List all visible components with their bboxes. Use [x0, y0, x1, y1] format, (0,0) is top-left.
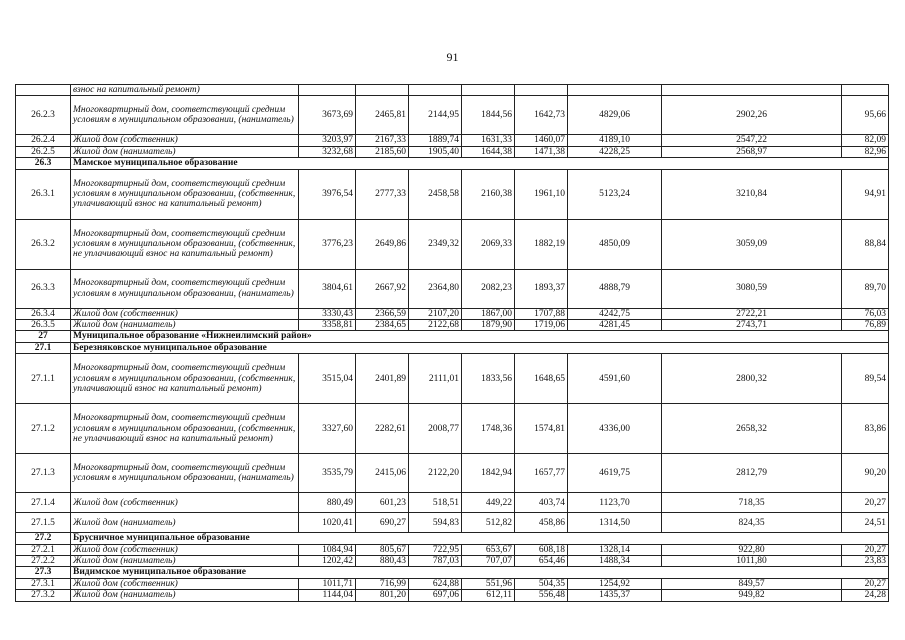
value-cell: 2082,23 — [462, 269, 515, 308]
value-cell: 4591,60 — [568, 354, 662, 404]
row-description: Многоквартирный дом, соответствующий средним условиям в муниципальном образовании, (собственник, не уплачивающий взнос на капитальный ремонт) — [71, 404, 299, 454]
value-cell: 2743,71 — [662, 320, 842, 331]
table-row — [16, 590, 889, 601]
row-code: 27.3.1 — [16, 578, 71, 589]
value-cell: 2349,32 — [409, 219, 462, 269]
value-cell: 1471,38 — [515, 146, 568, 157]
value-cell: 90,20 — [842, 454, 889, 493]
value-cell: 2366,59 — [356, 308, 409, 319]
value-cell: 3330,43 — [299, 308, 356, 319]
value-cell — [462, 85, 515, 96]
row-description: Многоквартирный дом, соответствующий средним условиям в муниципальном образовании, (собственник, уплачивающий взнос на капитальный ремонт) — [71, 354, 299, 404]
value-cell: 2160,38 — [462, 169, 515, 219]
value-cell: 2722,21 — [662, 308, 842, 319]
row-code: 27.1.3 — [16, 454, 71, 493]
value-cell: 3535,79 — [299, 454, 356, 493]
table-row — [16, 146, 889, 157]
section-header-row — [16, 342, 889, 353]
row-description: Жилой дом (собственник) — [71, 578, 299, 589]
row-description: Жилой дом (собственник) — [71, 544, 299, 555]
value-cell: 1867,00 — [462, 308, 515, 319]
value-cell: 76,89 — [842, 320, 889, 331]
row-code: 26.3.3 — [16, 269, 71, 308]
page-number: 91 — [446, 50, 459, 64]
table-row — [16, 320, 889, 331]
value-cell: 512,82 — [462, 513, 515, 533]
row-code: 26.2.4 — [16, 135, 71, 146]
value-cell: 4850,09 — [568, 219, 662, 269]
value-cell: 612,11 — [462, 590, 515, 601]
table-row — [16, 96, 889, 135]
value-cell: 2415,06 — [356, 454, 409, 493]
row-description: Многоквартирный дом, соответствующий средним условиям в муниципальном образовании, (наниматель) — [71, 269, 299, 308]
value-cell: 556,48 — [515, 590, 568, 601]
row-code: 26.3.5 — [16, 320, 71, 331]
value-cell: 2069,33 — [462, 219, 515, 269]
value-cell: 94,91 — [842, 169, 889, 219]
value-cell: 1020,41 — [299, 513, 356, 533]
value-cell: 4228,25 — [568, 146, 662, 157]
row-description: Жилой дом (собственник) — [71, 308, 299, 319]
value-cell: 2777,33 — [356, 169, 409, 219]
value-cell: 551,96 — [462, 578, 515, 589]
row-code: 26.3.4 — [16, 308, 71, 319]
value-cell: 82,96 — [842, 146, 889, 157]
value-cell: 1905,40 — [409, 146, 462, 157]
value-cell: 2568,97 — [662, 146, 842, 157]
value-cell: 3203,97 — [299, 135, 356, 146]
value-cell: 1642,73 — [515, 96, 568, 135]
value-cell: 24,51 — [842, 513, 889, 533]
value-cell: 449,22 — [462, 493, 515, 513]
row-description: Жилой дом (наниматель) — [71, 513, 299, 533]
value-cell: 2122,68 — [409, 320, 462, 331]
value-cell: 624,88 — [409, 578, 462, 589]
value-cell: 1748,36 — [462, 404, 515, 454]
section-header-row — [16, 567, 889, 578]
value-cell: 880,43 — [356, 556, 409, 567]
value-cell: 1488,34 — [568, 556, 662, 567]
value-cell: 805,67 — [356, 544, 409, 555]
row-code: 27.1.1 — [16, 354, 71, 404]
value-cell: 1011,80 — [662, 556, 842, 567]
row-code: 27.1.4 — [16, 493, 71, 513]
section-title: Муниципальное образование «Нижнеилимский район» — [71, 331, 889, 342]
value-cell: 3210,84 — [662, 169, 842, 219]
value-cell: 2812,79 — [662, 454, 842, 493]
value-cell: 2008,77 — [409, 404, 462, 454]
value-cell: 83,86 — [842, 404, 889, 454]
section-title: Видимское муниципальное образование — [71, 567, 889, 578]
table-row — [16, 135, 889, 146]
value-cell: 801,20 — [356, 590, 409, 601]
value-cell: 3515,04 — [299, 354, 356, 404]
section-code: 26.3 — [16, 158, 71, 169]
value-cell: 2800,32 — [662, 354, 842, 404]
value-cell: 518,51 — [409, 493, 462, 513]
value-cell: 3327,60 — [299, 404, 356, 454]
value-cell: 3673,69 — [299, 96, 356, 135]
value-cell: 2185,60 — [356, 146, 409, 157]
value-cell: 5123,24 — [568, 169, 662, 219]
section-code: 27.2 — [16, 533, 71, 544]
table-row — [16, 578, 889, 589]
value-cell: 1314,50 — [568, 513, 662, 533]
value-cell: 2384,65 — [356, 320, 409, 331]
value-cell — [568, 85, 662, 96]
section-code: 27.3 — [16, 567, 71, 578]
value-cell: 824,35 — [662, 513, 842, 533]
value-cell: 4336,00 — [568, 404, 662, 454]
value-cell: 2547,22 — [662, 135, 842, 146]
value-cell: 2465,81 — [356, 96, 409, 135]
row-description: Жилой дом (собственник) — [71, 135, 299, 146]
value-cell: 24,28 — [842, 590, 889, 601]
value-cell: 4189,10 — [568, 135, 662, 146]
row-code: 26.3.1 — [16, 169, 71, 219]
table-row — [16, 493, 889, 513]
value-cell: 1644,38 — [462, 146, 515, 157]
value-cell: 403,74 — [515, 493, 568, 513]
value-cell: 1202,42 — [299, 556, 356, 567]
value-cell: 1893,37 — [515, 269, 568, 308]
table-row — [16, 556, 889, 567]
value-cell: 716,99 — [356, 578, 409, 589]
value-cell — [662, 85, 842, 96]
row-code: 27.1.5 — [16, 513, 71, 533]
table-row — [16, 404, 889, 454]
value-cell: 1123,70 — [568, 493, 662, 513]
value-cell: 1011,71 — [299, 578, 356, 589]
value-cell: 2282,61 — [356, 404, 409, 454]
value-cell: 95,66 — [842, 96, 889, 135]
value-cell: 1657,77 — [515, 454, 568, 493]
value-cell: 3080,59 — [662, 269, 842, 308]
row-description: Многоквартирный дом, соответствующий средним условиям в муниципальном образовании, (наниматель) — [71, 454, 299, 493]
value-cell: 89,54 — [842, 354, 889, 404]
value-cell: 20,27 — [842, 544, 889, 555]
table-row-continuation — [16, 85, 889, 96]
table-row — [16, 513, 889, 533]
section-header-row — [16, 331, 889, 342]
value-cell: 20,27 — [842, 493, 889, 513]
row-code: 27.2.1 — [16, 544, 71, 555]
value-cell: 1889,74 — [409, 135, 462, 146]
value-cell: 1574,81 — [515, 404, 568, 454]
value-cell: 787,03 — [409, 556, 462, 567]
row-description: Многоквартирный дом, соответствующий средним условиям в муниципальном образовании, (собственник, не уплачивающий взнос на капитальный ремонт) — [71, 219, 299, 269]
value-cell: 3358,81 — [299, 320, 356, 331]
value-cell: 3059,09 — [662, 219, 842, 269]
value-cell: 718,35 — [662, 493, 842, 513]
section-header-row — [16, 158, 889, 169]
value-cell: 2667,92 — [356, 269, 409, 308]
value-cell: 1844,56 — [462, 96, 515, 135]
row-code: 27.2.2 — [16, 556, 71, 567]
value-cell: 1435,37 — [568, 590, 662, 601]
value-cell: 2364,80 — [409, 269, 462, 308]
value-cell: 1460,07 — [515, 135, 568, 146]
value-cell: 2144,95 — [409, 96, 462, 135]
row-code: 26.3.2 — [16, 219, 71, 269]
table-row — [16, 354, 889, 404]
section-title: Брусничное муниципальное образование — [71, 533, 889, 544]
value-cell: 3976,54 — [299, 169, 356, 219]
value-cell: 1879,90 — [462, 320, 515, 331]
value-cell: 1719,06 — [515, 320, 568, 331]
table-row — [16, 219, 889, 269]
value-cell: 1707,88 — [515, 308, 568, 319]
value-cell: 601,23 — [356, 493, 409, 513]
value-cell: 849,57 — [662, 578, 842, 589]
value-cell: 4619,75 — [568, 454, 662, 493]
row-description: Жилой дом (наниматель) — [71, 146, 299, 157]
value-cell: 653,67 — [462, 544, 515, 555]
value-cell: 1254,92 — [568, 578, 662, 589]
section-code: 27.1 — [16, 342, 71, 353]
value-cell: 4888,79 — [568, 269, 662, 308]
value-cell: 3776,23 — [299, 219, 356, 269]
value-cell: 707,07 — [462, 556, 515, 567]
value-cell: 4281,45 — [568, 320, 662, 331]
row-description: Жилой дом (наниматель) — [71, 320, 299, 331]
value-cell: 722,95 — [409, 544, 462, 555]
value-cell: 1648,65 — [515, 354, 568, 404]
value-cell: 608,18 — [515, 544, 568, 555]
table-row — [16, 169, 889, 219]
row-description: Жилой дом (собственник) — [71, 493, 299, 513]
row-description: Жилой дом (наниматель) — [71, 556, 299, 567]
table-row — [16, 454, 889, 493]
value-cell: 3804,61 — [299, 269, 356, 308]
value-cell: 2401,89 — [356, 354, 409, 404]
section-title: Березняковское муниципальное образование — [71, 342, 889, 353]
row-code: 27.3.2 — [16, 590, 71, 601]
value-cell — [356, 85, 409, 96]
value-cell: 594,83 — [409, 513, 462, 533]
tariff-table — [15, 84, 889, 602]
value-cell — [842, 85, 889, 96]
value-cell: 20,27 — [842, 578, 889, 589]
row-description: Многоквартирный дом, соответствующий средним условиям в муниципальном образовании, (собственник, уплачивающий взнос на капитальный ремонт) — [71, 169, 299, 219]
section-code: 27 — [16, 331, 71, 342]
value-cell — [299, 85, 356, 96]
table-row — [16, 308, 889, 319]
value-cell: 880,49 — [299, 493, 356, 513]
value-cell: 2649,86 — [356, 219, 409, 269]
value-cell: 504,35 — [515, 578, 568, 589]
value-cell: 922,80 — [662, 544, 842, 555]
value-cell: 89,70 — [842, 269, 889, 308]
table-row — [16, 269, 889, 308]
value-cell: 76,03 — [842, 308, 889, 319]
value-cell — [409, 85, 462, 96]
value-cell — [515, 85, 568, 96]
value-cell: 1328,14 — [568, 544, 662, 555]
value-cell: 1882,19 — [515, 219, 568, 269]
value-cell: 949,82 — [662, 590, 842, 601]
row-code: 26.2.3 — [16, 96, 71, 135]
value-cell: 2658,32 — [662, 404, 842, 454]
value-cell: 1842,94 — [462, 454, 515, 493]
value-cell: 697,06 — [409, 590, 462, 601]
value-cell: 82,09 — [842, 135, 889, 146]
value-cell: 23,83 — [842, 556, 889, 567]
section-header-row — [16, 533, 889, 544]
value-cell: 1144,04 — [299, 590, 356, 601]
row-code-cell — [16, 85, 71, 96]
value-cell: 88,84 — [842, 219, 889, 269]
value-cell: 458,86 — [515, 513, 568, 533]
value-cell: 1833,56 — [462, 354, 515, 404]
value-cell: 2167,33 — [356, 135, 409, 146]
value-cell: 690,27 — [356, 513, 409, 533]
section-title: Мамское муниципальное образование — [71, 158, 889, 169]
row-code: 27.1.2 — [16, 404, 71, 454]
row-description: Многоквартирный дом, соответствующий средним условиям в муниципальном образовании, (наниматель) — [71, 96, 299, 135]
value-cell: 654,46 — [515, 556, 568, 567]
value-cell: 2111,01 — [409, 354, 462, 404]
value-cell: 4242,75 — [568, 308, 662, 319]
table-row — [16, 544, 889, 555]
row-description: Жилой дом (наниматель) — [71, 590, 299, 601]
row-description: взнос на капитальный ремонт) — [71, 85, 299, 96]
row-code: 26.2.5 — [16, 146, 71, 157]
value-cell: 2458,58 — [409, 169, 462, 219]
value-cell: 3232,68 — [299, 146, 356, 157]
value-cell: 2122,20 — [409, 454, 462, 493]
value-cell: 2902,26 — [662, 96, 842, 135]
value-cell: 1084,94 — [299, 544, 356, 555]
value-cell: 2107,20 — [409, 308, 462, 319]
value-cell: 4829,06 — [568, 96, 662, 135]
value-cell: 1961,10 — [515, 169, 568, 219]
value-cell: 1631,33 — [462, 135, 515, 146]
